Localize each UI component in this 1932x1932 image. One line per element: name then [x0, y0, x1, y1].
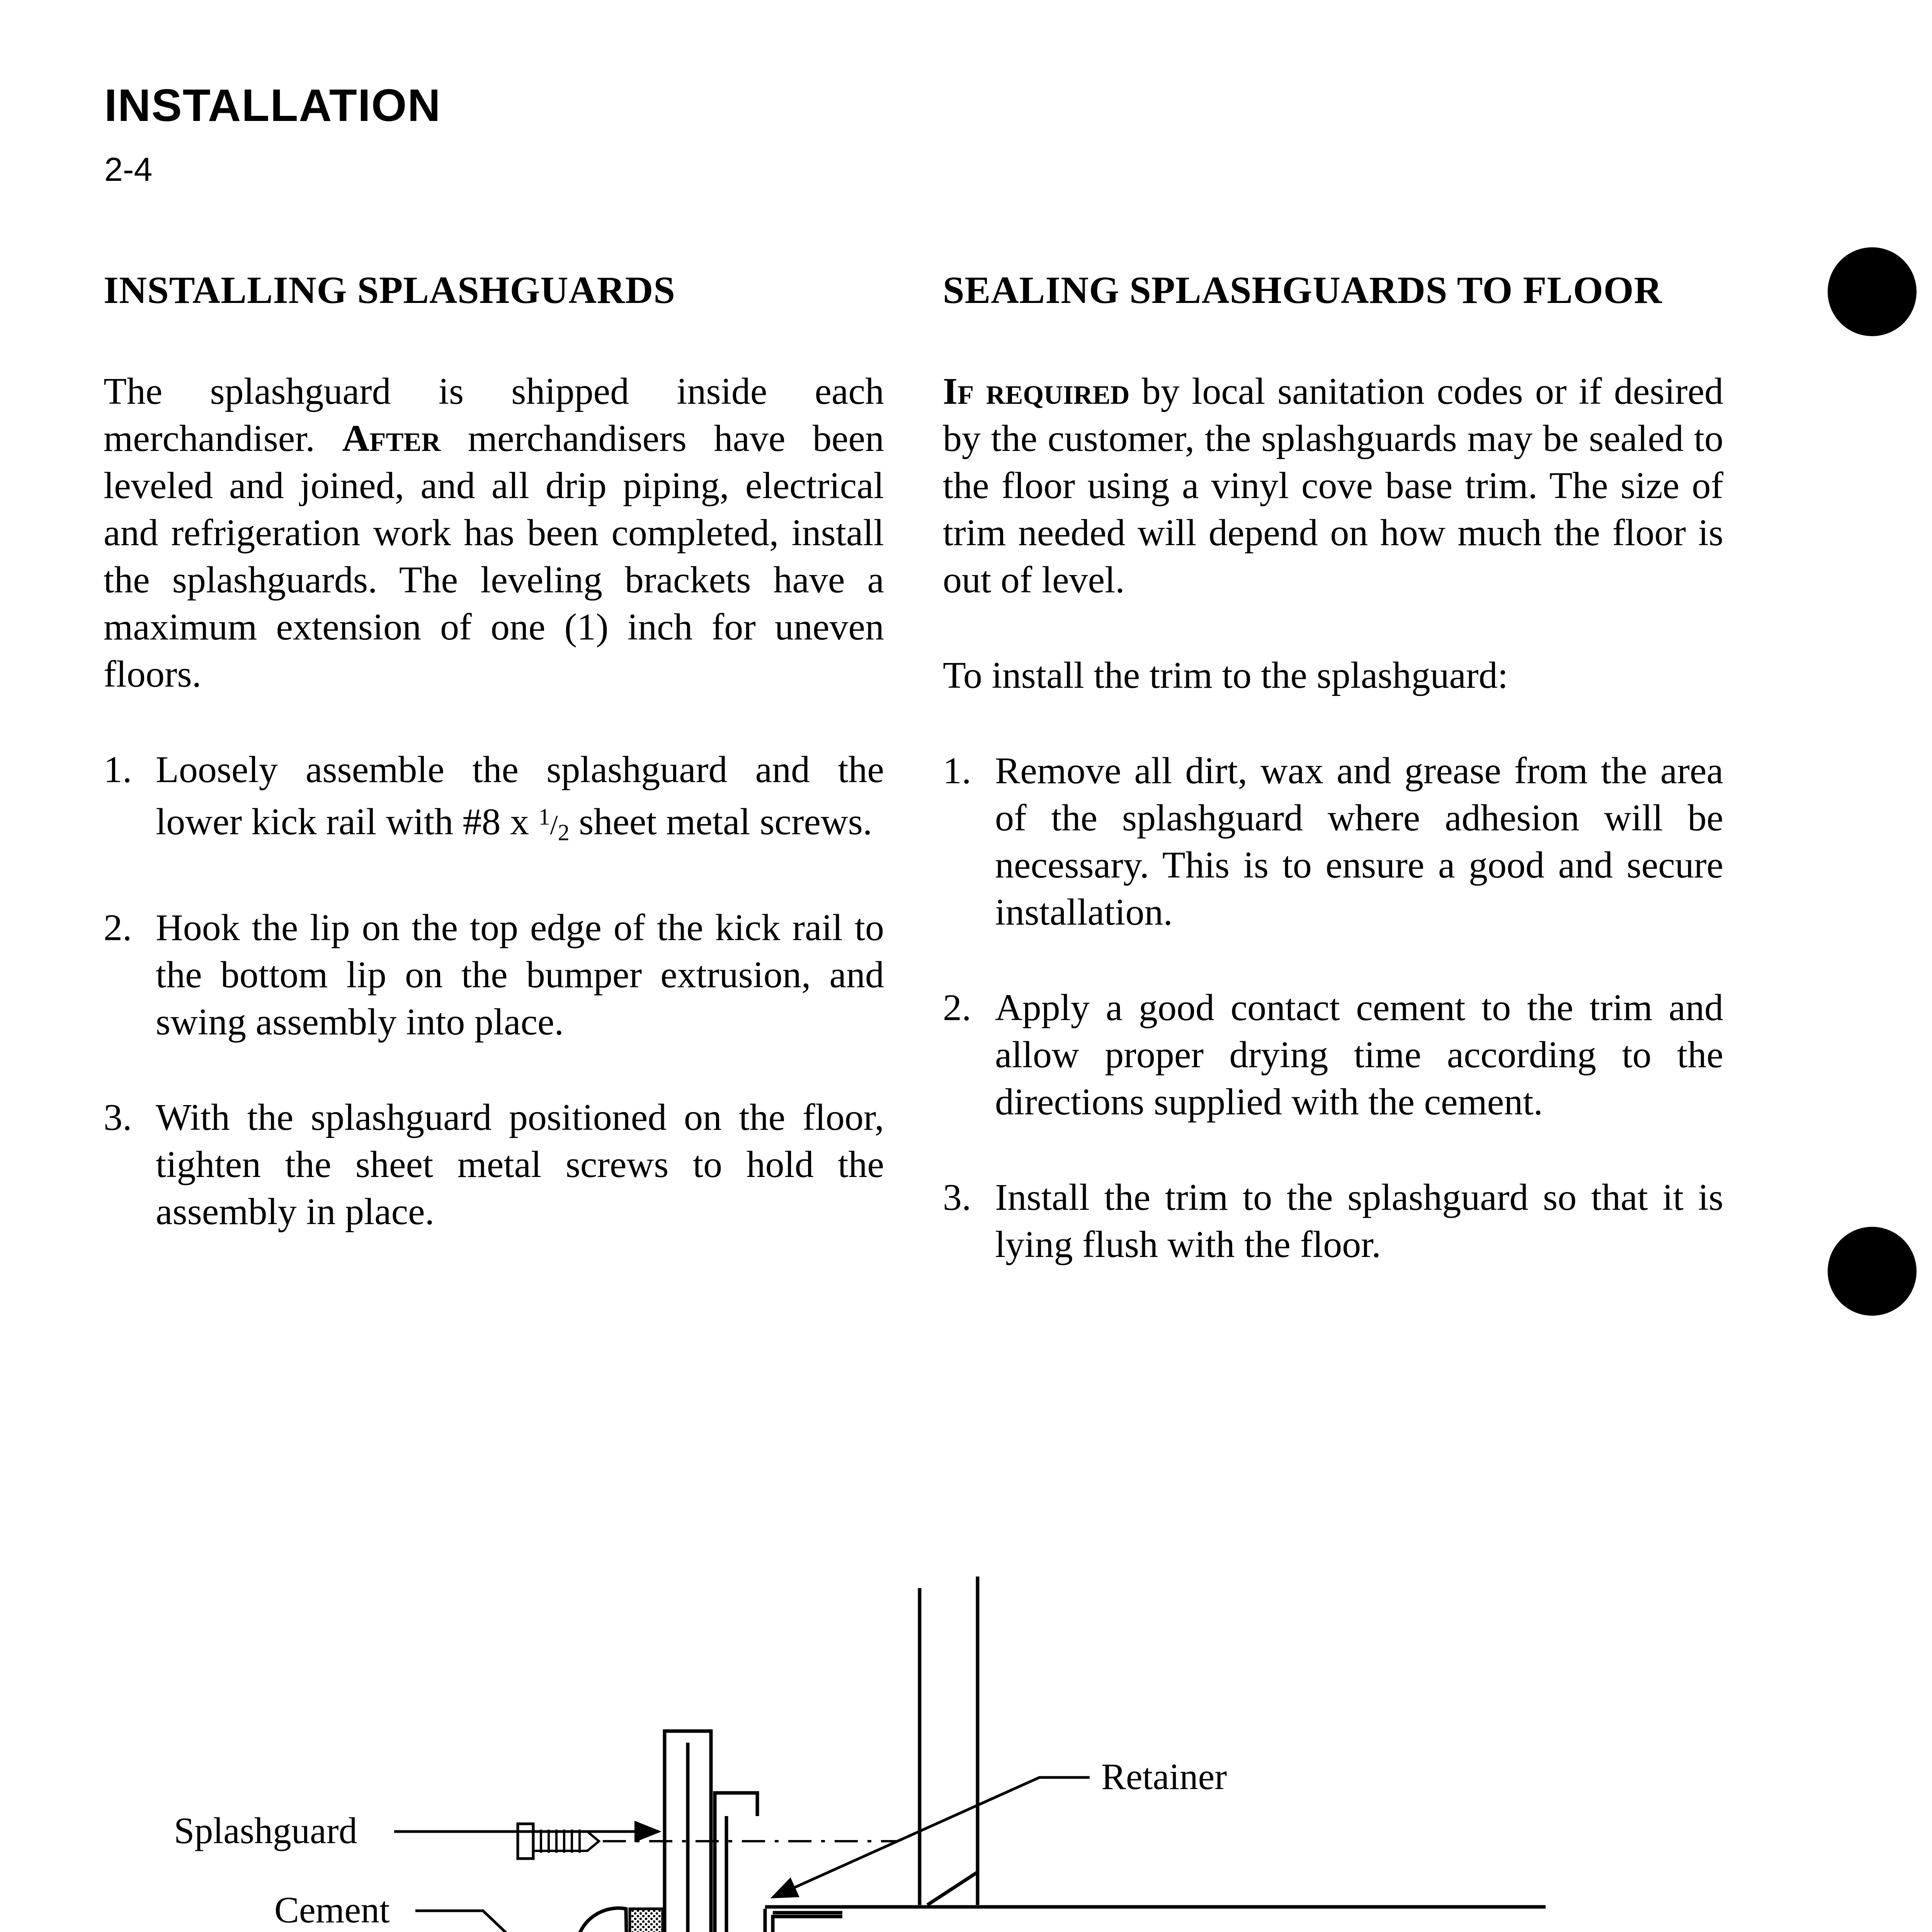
- installing-steps-list: [104, 746, 884, 1235]
- intro-emphasis: After: [342, 418, 441, 459]
- right-column: [943, 267, 1723, 1316]
- step-number: 2.: [943, 987, 971, 1029]
- retainer-leader: [773, 1777, 1090, 1897]
- step-text: [156, 746, 884, 856]
- list-item: [104, 746, 884, 856]
- cement-layer: [630, 1909, 663, 1932]
- step-text: Remove all dirt, wax and grease from the area of the splashguard where adhesion will be necessary. This is to ensure a good and secure installation.: [995, 750, 1723, 933]
- step-number: 3.: [104, 1097, 132, 1139]
- step-text-after: sheet metal screws.: [579, 801, 872, 843]
- intro-text-part1: The splashguard is shipped inside each merchandiser.: [104, 371, 884, 459]
- sealing-steps-list: [943, 747, 1723, 1268]
- sealing-lead-in: To install the trim to the splashguard:: [943, 655, 1508, 696]
- page-title: INSTALLATION: [104, 80, 441, 131]
- splashguard-label: Splashguard: [174, 1810, 357, 1851]
- sealing-intro-paragraph: [943, 368, 1723, 604]
- punch-hole-middle: [1828, 1227, 1917, 1316]
- intro-emphasis: If required: [943, 371, 1130, 412]
- splashguard-diagram: [147, 1577, 1654, 1932]
- step-number: 2.: [104, 907, 132, 949]
- step-number: 1.: [104, 749, 132, 791]
- screw-body: [533, 1830, 599, 1853]
- list-item: [943, 747, 1723, 936]
- installing-intro-paragraph: [104, 368, 884, 698]
- kick-rail-channel: [715, 1793, 757, 1932]
- step-number: 3.: [943, 1177, 971, 1218]
- screw-head: [518, 1824, 533, 1859]
- punch-hole-top: [1828, 247, 1917, 336]
- cove-trim: [464, 1908, 630, 1932]
- step-text-before: Loosely assemble the splashguard and the lower kick rail with #8 x: [156, 749, 884, 843]
- step-number: 1.: [943, 750, 971, 792]
- list-item: [943, 1174, 1723, 1268]
- upright-brace: [927, 1872, 978, 1905]
- step-text: With the splashguard positioned on the floor, tighten the sheet metal screws to hold the assembly in place.: [156, 1097, 884, 1233]
- list-item: [104, 904, 884, 1046]
- intro-text-part2: merchandisers have been leveled and joined, and all drip piping, electrical and refrigeration work has been completed, install the splashguards. The leveling brackets have a maximum extension of one (1) inch for uneven floors.: [104, 418, 884, 695]
- fraction: $^1/_2$: [538, 804, 570, 845]
- fraction-denominator: 2: [558, 820, 570, 845]
- list-item: [943, 984, 1723, 1126]
- kick-rail-inner: [726, 1816, 748, 1932]
- step-text: Install the trim to the splashguard so that it is lying flush with the floor.: [995, 1177, 1723, 1265]
- list-item: [104, 1094, 884, 1235]
- sealing-splashguards-heading: SEALING SPLASHGUARDS TO FLOOR: [943, 269, 1662, 311]
- step-text: Apply a good contact cement to the trim and allow proper drying time according to the directions supplied with the cement.: [995, 987, 1723, 1123]
- retainer-label: Retainer: [1101, 1756, 1227, 1797]
- fraction-numerator: 1: [538, 804, 550, 830]
- page-number: 2-4: [104, 151, 153, 188]
- intro-text: by local sanitation codes or if desired by the customer, the splashguards may be sealed to the floor using a vinyl cove base trim. The size of trim needed will depend on how much the floor is out of level.: [943, 371, 1724, 601]
- step-text: Hook the lip on the top edge of the kick rail to the bottom lip on the bumper extrusion, and swing assembly into place.: [156, 907, 884, 1043]
- cement-label: Cement: [274, 1889, 390, 1930]
- left-column: [104, 267, 884, 1284]
- installing-splashguards-heading: INSTALLING SPLASHGUARDS: [104, 269, 675, 311]
